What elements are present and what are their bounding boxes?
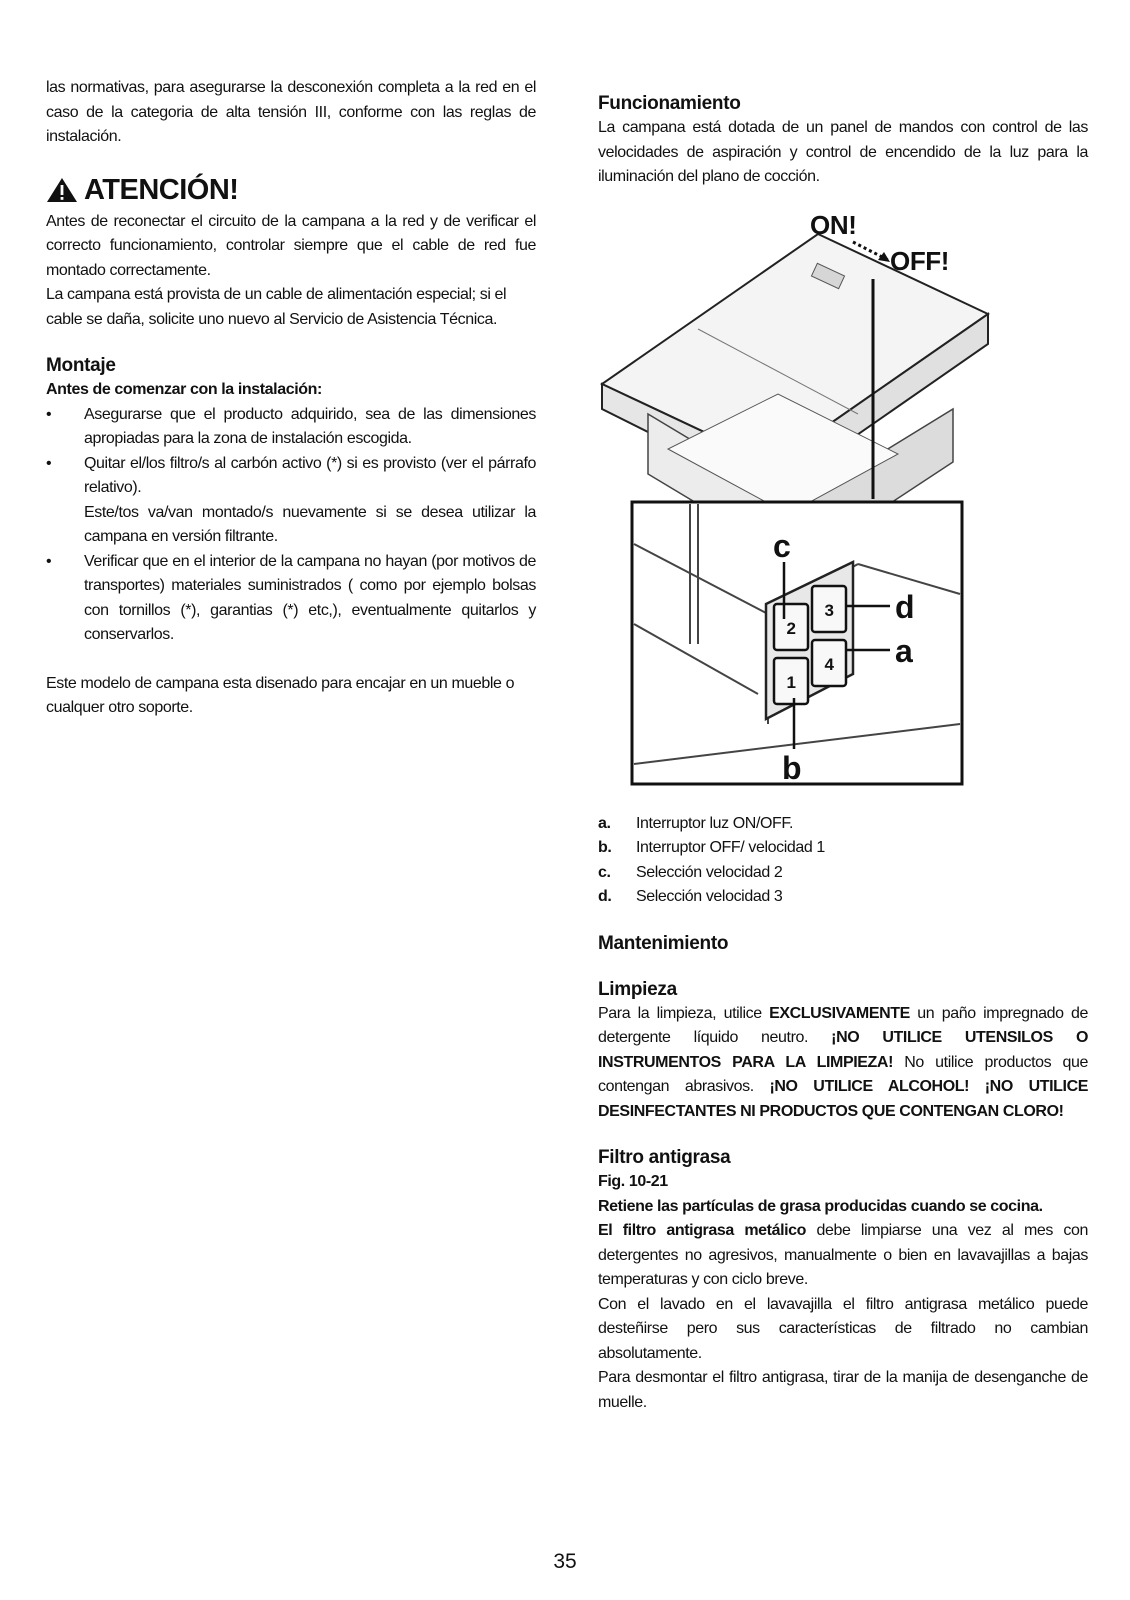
funcionamiento-paragraph: La campana está dotada de un panel de mandos con control de las velocidades de aspiración y control de encendido de la luz para la iluminación del plano de cocción. [598, 119, 1088, 185]
callout-b: b [782, 749, 802, 786]
off-label: OFF! [890, 245, 950, 276]
montaje-heading: Montaje [46, 355, 116, 376]
on-label: ON! [810, 209, 857, 240]
warning-heading [46, 172, 536, 208]
bullet-symbol: • [46, 552, 52, 570]
callout-a: a [895, 632, 913, 669]
list-item: • Quitar el/los filtro/s al carbón activo (*) si es provisto (ver el párrafo relativo). Este/tos va/van montado/s nuevamente si se desea utilizar la campana en versión filtrante. [46, 452, 536, 550]
list-item: • Asegurarse que el producto adquirido, sea de las dimensiones apropiadas para la zona de instalación escogida. [46, 403, 536, 452]
limpieza-paragraph: Para la limpieza, utilice EXCLUSIVAMENTE un paño impregnado de detergente líquido neutro. ¡NO UTILICE UTENSILOS O INSTRUMENTOS PARA LA LIMPIEZA! No utilice productos que contengan abrasivos. ¡NO UTILICE ALCOHOL! ¡NO UTILICE DESINFECTANTES NI PRODUCTOS QUE CONTENGAN CLORO! [598, 1004, 1089, 1120]
funcionamiento-heading: Funcionamiento [598, 93, 741, 114]
warning-triangle-icon [46, 177, 78, 203]
button-number: 1 [786, 672, 796, 692]
page-number: 35 [553, 1550, 577, 1573]
list-item: • Verificar que en el interior de la campana no hayan (por motivos de transportes) materiales suministrados ( como por ejemplo bolsas con tornillos (*), garantias (*) etc,), eventualmente quitarlos y conservarlos. [46, 550, 536, 648]
warning-paragraph-1: Antes de reconectar el circuito de la campana a la red y de verificar el correcto funcionamiento, controlar siempre que el cable de red fue montado correctamente. [46, 212, 536, 279]
intro-paragraph: las normativas, para asegurarse la desconexión completa a la red en el caso de la categoria de alta tensión III, conforme con las reglas de instalación. [46, 79, 536, 145]
limpieza-heading: Limpieza [598, 978, 677, 1000]
warning-paragraph-2: La campana está provista de un cable de alimentación especial; si el cable se daña, solicite uno nuevo al Servicio de Asistencia Técnica. [46, 286, 507, 328]
right-column [598, 92, 1088, 1415]
mantenimiento-heading: Mantenimiento [598, 932, 729, 954]
bullet-symbol: • [46, 405, 52, 423]
filtro-fig-ref: Fig. 10-21 [598, 1173, 668, 1190]
bullet-symbol: • [46, 454, 52, 472]
list-item-extra: Este/tos va/van montado/s nuevamente si se desea utilizar la campana en versión filtrante. [84, 503, 536, 545]
closing-paragraph: Este modelo de campana esta disenado para encajar en un mueble o cualquer otro soporte. [46, 674, 515, 716]
filtro-bold-paragraph: Retiene las partículas de grasa producidas cuando se cocina. [598, 1197, 1043, 1215]
montaje-subheading: Antes de comenzar con la instalación: [46, 381, 322, 398]
callout-d: d [895, 588, 915, 625]
figure-legend [598, 812, 1088, 910]
legend-row: a. Interruptor luz ON/OFF. [598, 814, 794, 832]
filtro-heading: Filtro antigrasa [598, 1147, 731, 1168]
filtro-paragraph-1: El filtro antigrasa metálico debe limpiarse una vez al mes con detergentes no agresivos, manualmente o bien en lavavajillas a bajas temperaturas y con ciclo breve. [598, 1222, 1089, 1288]
warning-title: ATENCIÓN! [84, 173, 239, 206]
legend-row: b. Interruptor OFF/ velocidad 1 [598, 839, 825, 856]
callout-c: c [773, 527, 791, 564]
control-panel-figure [598, 204, 998, 794]
filtro-paragraph-3: Para desmontar el filtro antigrasa, tirar de la manija de desenganche de muelle. [598, 1369, 1088, 1411]
left-column [46, 76, 536, 721]
legend-row: c. Selección velocidad 2 [598, 863, 783, 881]
filtro-paragraph-2: Con el lavado en el lavavajilla el filtro antigrasa metálico puede desteñirse pero sus características de filtrado no cambian absolutamente. [598, 1295, 1088, 1362]
legend-row: d. Selección velocidad 3 [598, 888, 783, 905]
button-number: 3 [824, 600, 834, 620]
button-number: 2 [786, 618, 796, 638]
button-number: 4 [824, 654, 834, 674]
montaje-list [46, 403, 536, 648]
